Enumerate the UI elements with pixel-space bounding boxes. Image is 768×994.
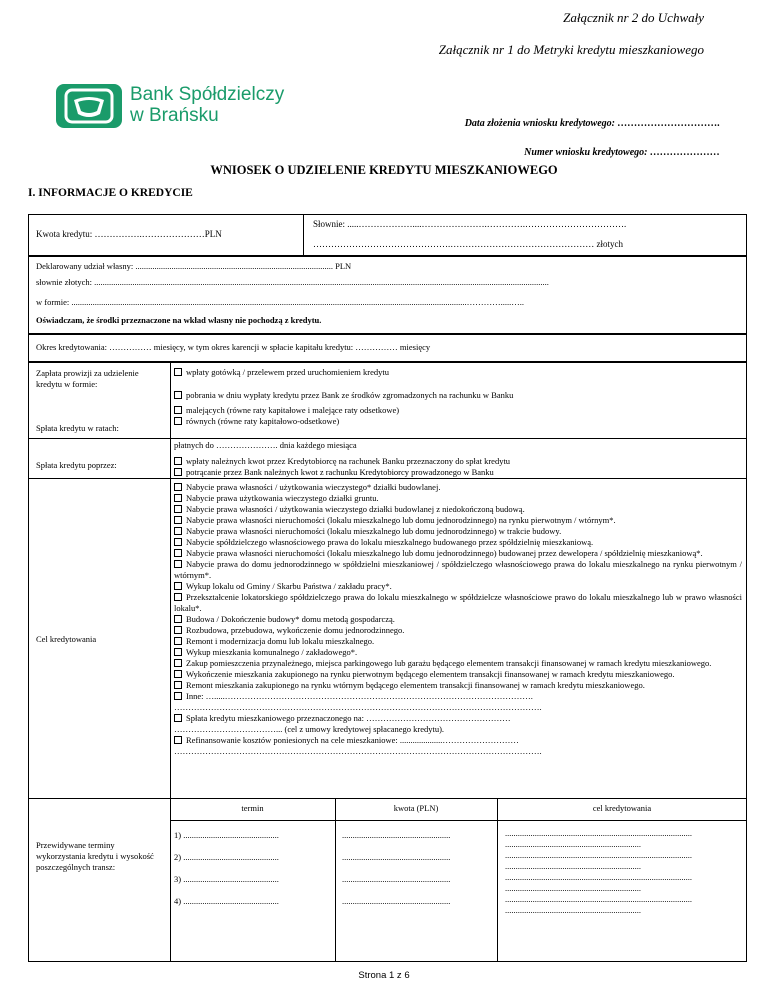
- checkbox-icon[interactable]: [174, 626, 182, 634]
- checkbox-icon[interactable]: [174, 615, 182, 623]
- purpose-option-text: Nabycie prawa do domu jednorodzinnego w spółdzielni mieszkaniowej / spółdzielczego własnościowego prawa do lokalu mieszkalnego na rynku pierwotnym / wtórnym*.: [174, 559, 742, 580]
- checkbox-icon[interactable]: [174, 560, 182, 568]
- own-contribution-statement: Oświadczam, że środki przeznaczone na wkład własny nie pochodzą z kredytu.: [36, 315, 322, 325]
- tranche-goal-line[interactable]: ................................................................: [505, 905, 641, 915]
- purpose-option[interactable]: [174, 636, 742, 647]
- purpose-option-text: ………………………………... (cel z umowy kredytowej spłacanego kredytu).: [174, 724, 445, 734]
- purpose-option[interactable]: [174, 493, 742, 504]
- page-title: WNIOSEK O UDZIELENIE KREDYTU MIESZKANIOWEGO: [210, 163, 558, 177]
- checkbox-icon[interactable]: [174, 582, 182, 590]
- checkbox-icon[interactable]: [174, 494, 182, 502]
- purpose-option[interactable]: [174, 548, 742, 559]
- purpose-option[interactable]: [174, 504, 742, 515]
- period-field[interactable]: Okres kredytowania: …………… miesięcy, w tym okres karencji w spłacie kapitału kredytu: …………… miesięcy: [36, 342, 431, 352]
- checkbox-icon[interactable]: [174, 692, 182, 700]
- purpose-option[interactable]: [174, 680, 742, 691]
- amount-field[interactable]: Kwota kredytu: …………….…………………PLN: [36, 229, 222, 239]
- tranche-goal-line[interactable]: ........................................................................................: [505, 872, 692, 882]
- checkbox-icon[interactable]: [174, 714, 182, 722]
- checkbox-icon[interactable]: [174, 648, 182, 656]
- purpose-option[interactable]: [174, 647, 742, 658]
- installments-label: Spłata kredytu w ratach:: [36, 423, 119, 433]
- purpose-option-text: Nabycie spółdzielczego własnościowego prawa do lokalu mieszkalnego budowanego przez spółdzielnię mieszkaniową.: [186, 537, 594, 547]
- checkbox-icon[interactable]: [174, 670, 182, 678]
- checkbox-icon[interactable]: [174, 736, 182, 744]
- contribution-form-field[interactable]: w formie: ..........................................................................................................................................................................................………….....…..: [36, 297, 525, 307]
- checkbox-icon[interactable]: [174, 457, 182, 465]
- purpose-option[interactable]: [174, 735, 742, 746]
- purpose-option-text: Nabycie prawa użytkowania wieczystego działki gruntu.: [186, 493, 379, 503]
- checkbox-icon[interactable]: [174, 505, 182, 513]
- purpose-option-text: Remont mieszkania zakupionego na rynku wtórnym będącego elementem transakcji finansowanej w ramach kredytu mieszkaniowego.: [186, 680, 645, 690]
- commission-option-2[interactable]: pobrania w dniu wypłaty kredytu przez Bank ze środków zgromadzonych na rachunku w Banku: [174, 390, 513, 401]
- checkbox-icon[interactable]: [174, 538, 182, 546]
- bank-logo: [56, 84, 288, 130]
- checkbox-icon[interactable]: [174, 527, 182, 535]
- bank-name: [130, 84, 284, 126]
- purpose-option-text: Inne: ….....……………………………………………………………………………………………….: [186, 691, 533, 701]
- checkbox-icon[interactable]: [174, 549, 182, 557]
- purpose-option[interactable]: [174, 625, 742, 636]
- tranche-term-3[interactable]: 3) .............................................: [174, 874, 279, 884]
- purpose-option[interactable]: [174, 482, 742, 493]
- purpose-option-text: Budowa / Dokończenie budowy* domu metodą gospodarczą.: [186, 614, 395, 624]
- tranches-label: Przewidywane terminy wykorzystania kredytu i wysokość poszczególnych transz:: [36, 840, 154, 872]
- col-term-header: termin: [241, 803, 264, 813]
- page-number: Strona 1 z 6: [358, 970, 410, 981]
- checkbox-icon[interactable]: [174, 516, 182, 524]
- checkbox-icon[interactable]: [174, 659, 182, 667]
- tranche-amount-4[interactable]: ...................................................: [342, 896, 451, 906]
- purpose-option[interactable]: [174, 669, 742, 680]
- section-heading: I. INFORMACJE O KREDYCIE: [28, 187, 193, 199]
- tranche-term-1[interactable]: 1) .............................................: [174, 830, 279, 840]
- commission-label: Zapłata prowizji za udzielenie kredytu w formie:: [36, 368, 139, 389]
- application-number[interactable]: Numer wniosku kredytowego: …………………: [524, 147, 720, 158]
- tranche-goal-line[interactable]: ........................................................................................: [505, 850, 692, 860]
- submission-date[interactable]: Data złożenia wniosku kredytowego: ………………………….: [464, 118, 720, 129]
- purpose-options: [174, 482, 742, 757]
- checkbox-icon[interactable]: [174, 637, 182, 645]
- tranche-amount-1[interactable]: ...................................................: [342, 830, 451, 840]
- repayment-label: Spłata kredytu poprzez:: [36, 460, 117, 470]
- purpose-option[interactable]: [174, 581, 742, 592]
- checkbox-icon[interactable]: [174, 468, 182, 476]
- purpose-option[interactable]: [174, 526, 742, 537]
- purpose-label: Cel kredytowania: [36, 634, 97, 644]
- purpose-option-text: Nabycie prawa własności nieruchomości (lokalu mieszkalnego lub domu jednorodzinnego) w trakcie budowy.: [186, 526, 562, 536]
- purpose-option-text: Rozbudowa, przebudowa, wykończenie domu jednorodzinnego.: [186, 625, 405, 635]
- purpose-option: [174, 724, 742, 735]
- repayment-option-1[interactable]: wpłaty należnych kwot przez Kredytobiorcę na rachunek Banku przeznaczony do spłat kredytu: [174, 456, 510, 467]
- checkbox-icon[interactable]: [174, 406, 182, 414]
- commission-option-1[interactable]: wpłaty gotówką / przelewem przed uruchomieniem kredytu: [174, 367, 389, 378]
- purpose-option-text: ………………………………………………………………………………………………………………….: [174, 702, 542, 712]
- checkbox-icon[interactable]: [174, 681, 182, 689]
- purpose-option[interactable]: [174, 592, 742, 614]
- purpose-option-text: Wykończenie mieszkania zakupionego na rynku pierwotnym będącego elementem transakcji finansowanej w ramach kredytu mieszkaniowego.: [186, 669, 675, 679]
- checkbox-icon[interactable]: [174, 483, 182, 491]
- bank-name-line1: Bank Spółdzielczy: [130, 84, 285, 105]
- contribution-words-field[interactable]: słownie złotych: ......................................................................................................................................................................................................................: [36, 277, 549, 287]
- checkbox-icon[interactable]: [174, 391, 182, 399]
- tranche-goal-line[interactable]: ........................................................................................: [505, 828, 692, 838]
- purpose-option[interactable]: [174, 713, 742, 724]
- amount-words-line1[interactable]: Słownie: .....………………....………………….………….…………………………….: [313, 219, 627, 229]
- purpose-option[interactable]: [174, 691, 742, 702]
- purpose-option-text: Zakup pomieszczenia przynależnego, miejsca parkingowego lub garażu będącego elementem transakcji finansowanej w ramach kredytu mieszkaniowego.: [186, 658, 712, 668]
- tranche-term-2[interactable]: 2) .............................................: [174, 852, 279, 862]
- tranche-term-4[interactable]: 4) .............................................: [174, 896, 279, 906]
- tranche-goal-line[interactable]: ................................................................: [505, 883, 641, 893]
- purpose-option-text: Wykup mieszkania komunalnego / zakładowego*.: [186, 647, 358, 657]
- purpose-option[interactable]: [174, 559, 742, 581]
- bank-logo-mark-icon: [56, 84, 122, 128]
- purpose-option[interactable]: [174, 515, 742, 526]
- purpose-option-text: Refinansowanie kosztów poniesionych na cele mieszkaniowe: ....................………………………: [186, 735, 519, 745]
- purpose-option-text: ………………………………………………………………………………………………………………….: [174, 746, 542, 756]
- installments-due-field[interactable]: płatnych do …………………. dnia każdego miesiąca: [174, 440, 357, 450]
- purpose-option: [174, 702, 742, 713]
- amount-words-line2[interactable]: ……………………………………….………………………………………… złotych: [313, 239, 623, 249]
- purpose-option-text: Przekształcenie lokatorskiego spółdzielczego prawa do lokalu mieszkalnego w spółdzielcze własnościowe prawo do lokalu mieszkalnego lub w prawo własności lokalu*.: [174, 592, 742, 613]
- purpose-option-text: Wykup lokalu od Gminy / Skarbu Państwa / zakładu pracy*.: [186, 581, 392, 591]
- repayment-option-2[interactable]: potrącanie przez Bank należnych kwot z rachunku Kredytobiorcy prowadzonego w Banku: [174, 467, 494, 478]
- checkbox-icon[interactable]: [174, 368, 182, 376]
- purpose-option-text: Nabycie prawa własności / użytkowania wieczystego* działki budowlanej.: [186, 482, 441, 492]
- purpose-option[interactable]: [174, 614, 742, 625]
- attachment-resolution: Załącznik nr 2 do Uchwały: [563, 10, 704, 25]
- purpose-option[interactable]: [174, 537, 742, 548]
- purpose-option-text: Spłata kredytu mieszkaniowego przeznaczonego na: ……………………………………………: [186, 713, 511, 723]
- tranche-goal-line[interactable]: ................................................................: [505, 861, 641, 871]
- installments-option-2[interactable]: równych (równe raty kapitałowo-odsetkowe): [174, 416, 339, 427]
- tranche-goal-line[interactable]: ................................................................: [505, 839, 641, 849]
- purpose-option: [174, 746, 742, 757]
- purpose-option-text: Nabycie prawa własności nieruchomości (lokalu mieszkalnego lub domu jednorodzinnego) na rynku pierwotnym / wtórnym*.: [186, 515, 616, 525]
- declared-contribution-field[interactable]: Deklarowany udział własny: ............................................................................................. PLN: [36, 261, 352, 271]
- purpose-option-text: Nabycie prawa własności nieruchomości (lokalu mieszkalnego lub domu jednorodzinnego) budowanej przez dewelopera / spółdzielnię mieszkaniową*.: [186, 548, 703, 558]
- tranche-goal-lines[interactable]: [505, 828, 741, 916]
- tranche-amount-3[interactable]: ...................................................: [342, 874, 451, 884]
- purpose-option-text: Remont i modernizacja domu lub lokalu mieszkalnego.: [186, 636, 375, 646]
- purpose-option[interactable]: [174, 658, 742, 669]
- purpose-option-text: Nabycie prawa własności / użytkowania wieczystego działki budowlanej z niedokończoną budową.: [186, 504, 525, 514]
- col-amount-header: kwota (PLN): [393, 803, 439, 813]
- attachment-metric: Załącznik nr 1 do Metryki kredytu mieszkaniowego: [438, 42, 704, 57]
- bank-name-line2: w Brańsku: [130, 105, 219, 126]
- col-goal-header: cel kredytowania: [592, 803, 652, 813]
- tranche-goal-line[interactable]: ........................................................................................: [505, 894, 692, 904]
- checkbox-icon[interactable]: [174, 417, 182, 425]
- installments-option-1[interactable]: malejących (równe raty kapitałowe i malejące raty odsetkowe): [174, 405, 399, 416]
- checkbox-icon[interactable]: [174, 593, 182, 601]
- tranche-amount-2[interactable]: ...................................................: [342, 852, 451, 862]
